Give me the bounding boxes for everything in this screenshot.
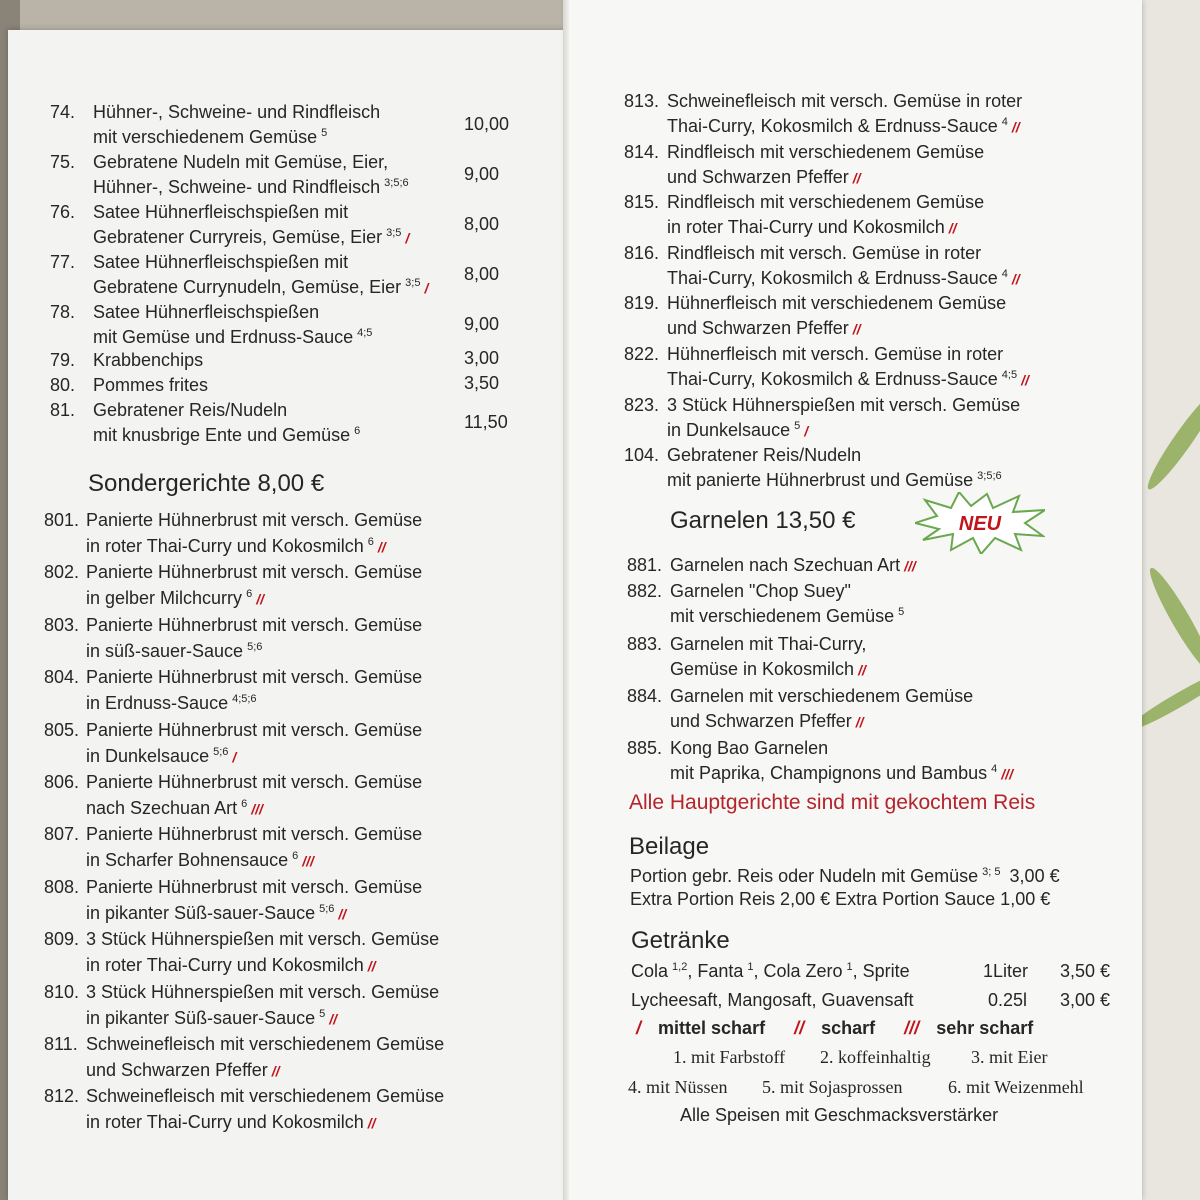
menu-item-text: Satee Hühnerfleischspießen <box>93 302 320 322</box>
menu-item-number: 79. <box>50 350 76 370</box>
menu-item-line <box>670 709 864 734</box>
menu-item-line <box>667 266 1020 291</box>
chili-spice-icon: / <box>804 422 809 439</box>
menu-item-number: 74. <box>50 102 76 122</box>
menu-item-line <box>667 393 1020 417</box>
menu-item-line <box>93 150 388 174</box>
menu-item-text: und Schwarzen Pfeffer <box>667 318 849 339</box>
menu-item-number: 819. <box>624 293 660 314</box>
chili-spice-icon: /// <box>1001 766 1013 782</box>
menu-item-text: in Dunkelsauce <box>667 419 791 440</box>
neu-starburst-badge <box>915 492 1045 554</box>
allergen-note: 5 <box>794 419 801 432</box>
menu-item-number: 815. <box>624 192 660 213</box>
menu-item-number: 802. <box>44 562 80 583</box>
beilage-line-1-price: 3,00 € <box>1009 866 1060 886</box>
menu-item-line <box>93 325 372 349</box>
menu-item-line <box>86 848 314 873</box>
menu-item-text: Panierte Hühnerbrust mit versch. Gemüse <box>86 824 423 845</box>
allergen-note: 5;6 <box>319 902 335 915</box>
menu-item-text: Schweinefleisch mit verschiedenem Gemüse <box>86 1086 445 1107</box>
menu-item-line <box>93 250 348 274</box>
menu-item-line <box>667 215 957 240</box>
chili-spice-icon: /// <box>251 801 263 817</box>
chili-spice-icon: /// <box>904 558 916 574</box>
menu-item-line <box>86 927 439 951</box>
additive-6: 6. mit Weizenmehl <box>948 1077 1084 1097</box>
menu-item-text: Schweinefleisch mit verschiedenem Gemüse <box>86 1034 445 1054</box>
allergen-note: 5 <box>898 606 905 618</box>
allergen-note: 6 <box>241 798 248 810</box>
menu-item-line <box>93 125 327 149</box>
menu-item-line <box>93 423 360 447</box>
menu-item-line <box>93 275 428 300</box>
menu-item-line <box>670 604 904 628</box>
menu-item-number: 81. <box>50 400 76 420</box>
drink-cola-zero: , Cola Zero <box>753 961 843 981</box>
chili-spice-icon: // <box>852 321 861 338</box>
menu-item-text: in roter Thai-Curry und Kokosmilch <box>667 217 945 238</box>
menu-item-text: in roter Thai-Curry und Kokosmilch <box>86 1112 364 1133</box>
menu-item-text: Rindfleisch mit versch. Gemüse in roter <box>667 242 982 263</box>
menu-item-text: Panierte Hühnerbrust mit versch. Gemüse <box>86 510 423 530</box>
chili-spice-icon: // <box>338 905 347 922</box>
menu-item-text: Gebratener Curryreis, Gemüse, Eier <box>93 227 383 247</box>
menu-item-text: Schweinefleisch mit versch. Gemüse in roter <box>667 91 1023 111</box>
menu-item-text: in Dunkelsauce <box>86 745 210 766</box>
menu-item-text: Krabbenchips <box>93 350 204 370</box>
menu-item-text: Panierte Hühnerbrust mit versch. Gemüse <box>86 876 423 897</box>
chili-spice-icon: // <box>329 1010 338 1027</box>
menu-item-line <box>86 613 422 637</box>
menu-item-text: in pikanter Süß-sauer-Sauce <box>86 1007 316 1028</box>
allergen-note: 6 <box>367 536 374 548</box>
additive-5: 5. mit Sojasprossen <box>762 1077 903 1097</box>
menu-item-text: und Schwarzen Pfeffer <box>86 1060 268 1080</box>
menu-item-number: 76. <box>50 202 76 222</box>
menu-item-line <box>670 684 973 708</box>
drink-cola: Cola <box>631 961 669 981</box>
menu-item-line <box>86 770 422 794</box>
menu-item-line <box>86 665 422 689</box>
menu-item-text: Satee Hühnerfleischspießen mit <box>93 252 349 272</box>
menu-item-number: 807. <box>44 824 80 845</box>
menu-item-line <box>667 367 1029 392</box>
menu-item-text: nach Szechuan Art <box>86 798 238 818</box>
menu-item-line <box>667 342 1003 366</box>
drinks-row-2-size: 0.25l <box>988 990 1028 1010</box>
menu-item-text: mit verschiedenem Gemüse <box>93 127 318 147</box>
menu-item-text: Thai-Curry, Kokosmilch & Erdnuss-Sauce <box>667 369 998 389</box>
menu-item-number: 80. <box>50 375 76 395</box>
beilage-heading: Beilage <box>629 833 710 860</box>
menu-item-number: 812. <box>44 1086 80 1107</box>
chili-spice-icon: // <box>377 539 386 555</box>
menu-item-line <box>93 373 208 397</box>
menu-item-line <box>93 200 348 224</box>
menu-item-line <box>93 398 287 422</box>
menu-item-line <box>86 508 422 532</box>
allergen-note: 3;5 <box>405 277 421 289</box>
menu-item-line <box>86 744 236 769</box>
additives-footer: Alle Speisen mit Geschmacksverstärker <box>680 1105 999 1125</box>
menu-item-number: 78. <box>50 302 76 322</box>
menu-item-number: 881. <box>627 555 663 575</box>
menu-item-price: 9,00 <box>464 164 500 184</box>
menu-item-line <box>667 241 981 265</box>
chili-spice-icon: / <box>405 230 410 246</box>
menu-item-line <box>667 443 861 467</box>
menu-item-text: mit verschiedenem Gemüse <box>670 606 895 626</box>
menu-item-line <box>86 1032 444 1056</box>
menu-item-number: 806. <box>44 772 80 792</box>
menu-item-number: 801. <box>44 510 80 530</box>
menu-item-text: in Erdnuss-Sauce <box>86 693 229 714</box>
chili-spice-icon: / <box>232 748 237 765</box>
chili-spice-icon: // <box>367 1115 376 1132</box>
drinks-row-2: Lycheesaft, Mangosaft, Guavensaft <box>631 990 914 1010</box>
allergen-note: 4;5;6 <box>232 693 257 706</box>
garnelen-heading: Garnelen 13,50 € <box>670 507 856 534</box>
menu-item-text: Panierte Hühnerbrust mit versch. Gemüse <box>86 614 423 635</box>
menu-item-text: in roter Thai-Curry und Kokosmilch <box>86 955 364 976</box>
menu-item-price: 3,50 <box>464 373 500 393</box>
legend-very-hot-label: sehr scharf <box>936 1018 1034 1038</box>
menu-item-line <box>86 875 422 899</box>
menu-item-number: 803. <box>44 614 80 635</box>
menu-item-line <box>86 691 257 715</box>
allergen-note: 6 <box>292 850 299 863</box>
menu-item-line <box>86 901 346 926</box>
chili-spice-icon: /// <box>302 853 314 870</box>
drink-sprite: , Sprite <box>852 961 910 981</box>
allergen-note: 6 <box>354 425 361 437</box>
menu-item-line <box>86 1058 280 1083</box>
menu-item-number: 813. <box>624 91 660 111</box>
drinks-row-2-price: 3,00 € <box>1060 990 1111 1010</box>
menu-item-text: Panierte Hühnerbrust mit versch. Gemüse <box>86 562 423 583</box>
menu-item-number: 77. <box>50 252 76 272</box>
menu-item-text: Thai-Curry, Kokosmilch & Erdnuss-Sauce <box>667 267 998 288</box>
menu-item-text: 3 Stück Hühnerspießen mit versch. Gemüse <box>86 929 440 950</box>
menu-item-line <box>667 468 1002 492</box>
menu-item-number: 884. <box>627 686 663 706</box>
menu-item-text: Garnelen mit Thai-Curry, <box>670 634 867 654</box>
chili-very-hot-icon: /// <box>904 1018 920 1038</box>
menu-item-line <box>93 225 409 250</box>
chili-spice-icon: // <box>1021 372 1029 388</box>
menu-item-line <box>86 534 386 559</box>
menu-item-line <box>86 1110 376 1135</box>
menu-item-line <box>86 560 422 584</box>
menu-item-line <box>86 796 263 821</box>
additive-4: 4. mit Nüssen <box>628 1077 728 1097</box>
getraenke-heading: Getränke <box>631 927 730 954</box>
menu-item-line <box>93 100 380 124</box>
menu-item-text: Gebratener Reis/Nudeln <box>93 400 288 420</box>
menu-item-text: Hühnerfleisch mit versch. Gemüse in roter <box>667 344 1004 364</box>
neu-badge-text: NEU <box>958 513 1002 535</box>
menu-item-text: Hühnerfleisch mit verschiedenem Gemüse <box>667 293 1007 314</box>
drinks-row-1-size: 1Liter <box>983 961 1029 981</box>
menu-item-text: Gemüse in Kokosmilch <box>670 659 855 679</box>
menu-item-number: 809. <box>44 929 80 950</box>
menu-item-price: 10,00 <box>464 114 510 134</box>
menu-item-text: in pikanter Süß-sauer-Sauce <box>86 902 316 923</box>
menu-item-line <box>86 822 422 846</box>
menu-item-line <box>667 89 1022 113</box>
chili-spice-icon: // <box>256 591 264 608</box>
drink-fanta: , Fanta <box>687 961 744 981</box>
menu-item-text: Panierte Hühnerbrust mit versch. Gemüse <box>86 719 423 740</box>
spice-legend <box>636 1018 1033 1039</box>
menu-item-number: 822. <box>624 344 660 364</box>
menu-item-price: 11,50 <box>464 412 508 432</box>
menu-item-text: und Schwarzen Pfeffer <box>670 711 852 731</box>
beilage-line-1 <box>630 866 1060 887</box>
allergen-note: 5;6 <box>247 640 263 653</box>
menu-item-number: 805. <box>44 719 80 740</box>
menu-item-line <box>93 348 203 372</box>
menu-item-line <box>86 586 264 611</box>
menu-item-text: Garnelen mit verschiedenem Gemüse <box>670 686 974 706</box>
chili-spice-icon: / <box>424 280 429 296</box>
additive-1: 1. mit Farbstoff <box>673 1047 786 1067</box>
menu-item-text: in roter Thai-Curry und Kokosmilch <box>86 536 364 556</box>
allergen-note: 3;5;6 <box>977 470 1002 483</box>
menu-item-line <box>670 761 1013 786</box>
additive-2: 2. koffeinhaltig <box>820 1047 931 1067</box>
menu-item-line <box>670 579 851 603</box>
allergen-note: 5;6 <box>213 745 229 758</box>
menu-item-number: 808. <box>44 876 80 897</box>
menu-item-number: 814. <box>624 141 660 162</box>
allergen-note: 3;5;6 <box>384 177 409 189</box>
drinks-row-1-price: 3,50 € <box>1060 961 1111 981</box>
menu-item-text: Gebratene Currynudeln, Gemüse, Eier <box>93 277 402 297</box>
allergen-note: 4 <box>1001 267 1008 280</box>
menu-item-text: Thai-Curry, Kokosmilch & Erdnuss-Sauce <box>667 116 998 136</box>
menu-item-text: und Schwarzen Pfeffer <box>667 166 849 187</box>
menu-item-line <box>670 632 866 656</box>
menu-item-text: Rindfleisch mit verschiedenem Gemüse <box>667 141 985 162</box>
paper-fold <box>563 0 569 1200</box>
additive-3: 3. mit Eier <box>971 1047 1048 1067</box>
menu-item-number: 823. <box>624 394 660 415</box>
allergen-note: 6 <box>246 588 253 601</box>
menu-item-text: Gebratene Nudeln mit Gemüse, Eier, <box>93 152 389 172</box>
menu-item-text: Gebratener Reis/Nudeln <box>667 445 862 466</box>
drink-note: 1 <box>846 961 853 973</box>
menu-item-line <box>86 1006 337 1031</box>
menu-item-text: Rindfleisch mit verschiedenem Gemüse <box>667 192 985 213</box>
menu-item-text: Panierte Hühnerbrust mit versch. Gemüse <box>86 667 423 688</box>
menu-item-number: 882. <box>627 581 663 601</box>
allergen-note: 4;5 <box>357 327 373 339</box>
menu-item-text: in süß-sauer-Sauce <box>86 640 244 661</box>
beilage-line-1-note: 3; 5 <box>982 866 1001 878</box>
menu-item-text: 3 Stück Hühnerspießen mit versch. Gemüse <box>667 394 1021 415</box>
allergen-note: 4 <box>1001 116 1008 128</box>
menu-item-line <box>667 114 1020 139</box>
menu-item-line <box>93 175 409 199</box>
allergen-note: 4 <box>991 763 998 775</box>
menu-item-text: in gelber Milchcurry <box>86 588 243 609</box>
chili-spice-icon: // <box>858 662 866 678</box>
menu-item-line <box>667 165 861 190</box>
menu-item-text: in Scharfer Bohnensauce <box>86 850 289 871</box>
menu-item-text: mit knusbrige Ente und Gemüse <box>93 425 351 445</box>
menu-item-number: 883. <box>627 634 663 654</box>
menu-item-number: 811. <box>44 1034 78 1054</box>
beilage-line-1-text: Portion gebr. Reis oder Nudeln mit Gemüse <box>630 866 979 886</box>
menu-item-text: Hühner-, Schweine- und Rindfleisch <box>93 102 381 122</box>
chili-spice-icon: // <box>948 220 957 237</box>
menu-item-text: mit Gemüse und Erdnuss-Sauce <box>93 327 354 347</box>
drinks-row-1 <box>631 961 910 982</box>
menu-item-text: Hühner-, Schweine- und Rindfleisch <box>93 177 381 197</box>
chili-hot-icon: // <box>794 1018 805 1038</box>
menu-item-text: Satee Hühnerfleischspießen mit <box>93 202 349 222</box>
chili-spice-icon: // <box>855 714 864 730</box>
drink-note: 1,2 <box>672 961 688 973</box>
menu-item-text: 3 Stück Hühnerspießen mit versch. Gemüse <box>86 981 440 1002</box>
menu-item-price: 3,00 <box>464 348 500 368</box>
chili-spice-icon: // <box>367 958 376 975</box>
menu-item-text: Garnelen "Chop Suey" <box>670 581 851 601</box>
menu-item-text: mit panierte Hühnerbrust und Gemüse <box>667 470 974 491</box>
menu-item-number: 75. <box>50 152 76 172</box>
allergen-note: 5 <box>319 1007 326 1020</box>
legend-mild-label: mittel scharf <box>658 1018 766 1038</box>
menu-item-line <box>667 140 984 164</box>
sondergerichte-heading: Sondergerichte 8,00 € <box>88 470 325 497</box>
menu-item-text: Garnelen nach Szechuan Art <box>670 555 901 575</box>
menu-item-text: Panierte Hühnerbrust mit versch. Gemüse <box>86 772 423 792</box>
menu-item-line <box>86 639 262 663</box>
menu-item-line <box>667 190 984 214</box>
menu-item-line <box>93 300 319 324</box>
menu-item-price: 9,00 <box>464 314 500 334</box>
menu-item-number: 804. <box>44 667 80 688</box>
menu-item-line <box>86 1084 444 1108</box>
menu-item-number: 885. <box>627 738 663 758</box>
menu-item-line <box>670 657 866 682</box>
menu-item-line <box>667 418 808 443</box>
menu-item-line <box>86 953 376 978</box>
menu-item-number: 810. <box>44 981 80 1002</box>
menu-item-line <box>670 736 828 760</box>
allergen-note: 4;5 <box>1001 369 1018 381</box>
allergen-note: 5 <box>321 127 328 139</box>
rice-note: Alle Hauptgerichte sind mit gekochtem Reis <box>629 791 1036 814</box>
menu-item-text: Kong Bao Garnelen <box>670 738 829 758</box>
allergen-note: 3;5 <box>386 227 402 239</box>
legend-hot-label: scharf <box>821 1018 876 1038</box>
menu-item-text: mit Paprika, Champignons und Bambus <box>670 763 988 783</box>
menu-item-line <box>667 291 1006 315</box>
drink-note: 1 <box>747 961 754 973</box>
menu-item-line <box>670 553 916 578</box>
beilage-line-2: Extra Portion Reis 2,00 € Extra Portion Sauce 1,00 € <box>630 889 1051 909</box>
menu-item-price: 8,00 <box>464 214 500 234</box>
menu-item-price: 8,00 <box>464 264 500 284</box>
chili-spice-icon: // <box>852 169 861 186</box>
menu-item-number: 816. <box>624 242 660 263</box>
menu-item-line <box>86 980 439 1004</box>
chili-mild-icon: / <box>636 1018 642 1038</box>
chili-spice-icon: // <box>1011 119 1020 135</box>
menu-item-line <box>86 718 422 742</box>
menu-item-number: 104. <box>624 445 660 466</box>
chili-spice-icon: // <box>271 1063 280 1079</box>
menu-item-text: Pommes frites <box>93 375 209 395</box>
menu-item-line <box>667 316 861 341</box>
chili-spice-icon: // <box>1011 270 1020 287</box>
